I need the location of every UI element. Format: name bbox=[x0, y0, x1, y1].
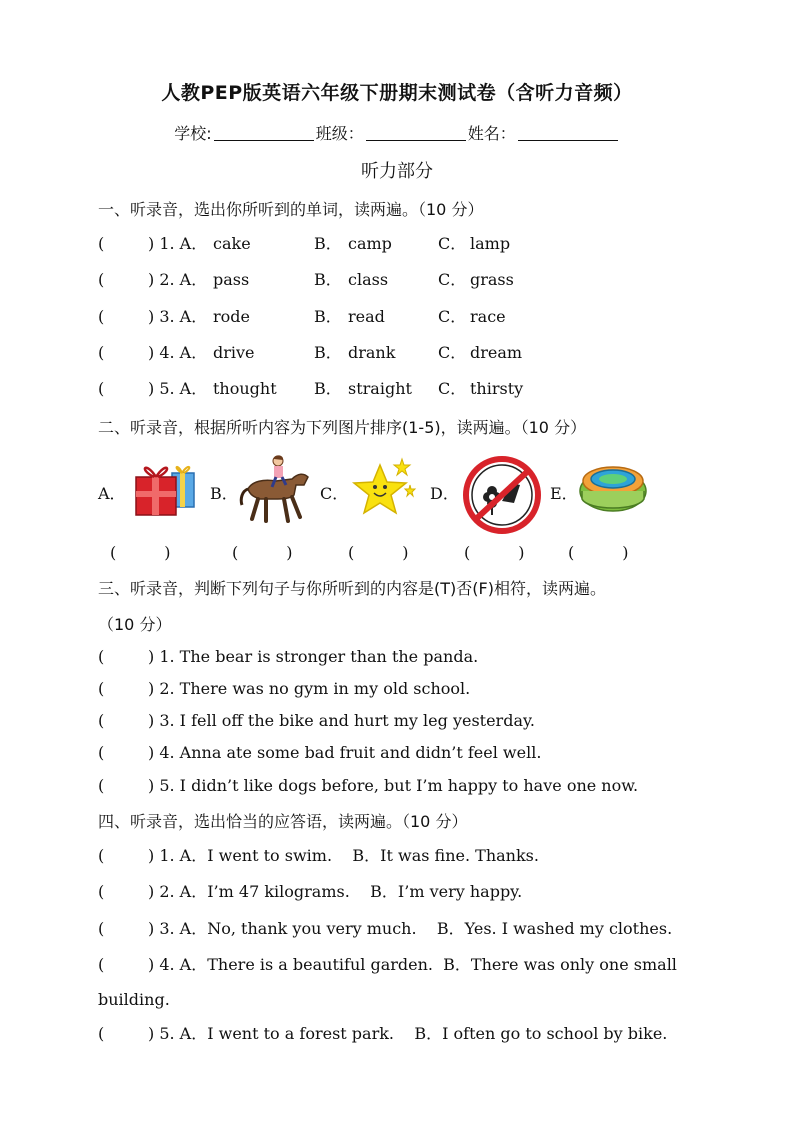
answer-paren[interactable]: ( bbox=[98, 343, 105, 362]
response-options: ) 5. A．I went to a forest park. B．I often go to school by bike. bbox=[148, 1024, 668, 1043]
smiling-star-icon bbox=[350, 455, 420, 525]
option-c: grass bbox=[470, 270, 514, 289]
option-b-label: B． bbox=[314, 234, 342, 253]
name-blank[interactable] bbox=[518, 126, 618, 141]
section3-heading-cont: （10 分） bbox=[98, 615, 172, 634]
option-a: cake bbox=[213, 234, 251, 253]
answer-paren[interactable]: ( bbox=[98, 307, 105, 326]
option-c: thirsty bbox=[470, 379, 524, 398]
option-a: pass bbox=[213, 270, 250, 289]
response-options: ) 1. A．I went to swim. B．It was fine. Thanks. bbox=[148, 846, 539, 865]
name-label: 姓名： bbox=[467, 124, 516, 143]
horse-rider-icon bbox=[238, 455, 312, 527]
question-number: ) 2. A． bbox=[148, 270, 208, 289]
answer-paren[interactable]: ( bbox=[98, 919, 105, 938]
option-b: read bbox=[348, 307, 385, 326]
option-b-label: B． bbox=[314, 379, 342, 398]
answer-paren[interactable]: ( bbox=[98, 647, 105, 666]
option-c-label: C． bbox=[438, 234, 467, 253]
answer-paren[interactable]: ( bbox=[98, 743, 105, 762]
option-c: race bbox=[470, 307, 506, 326]
picture-row bbox=[98, 455, 698, 535]
option-a: rode bbox=[213, 307, 250, 326]
option-b: camp bbox=[348, 234, 392, 253]
answer-paren-e[interactable]: ( ) bbox=[568, 543, 629, 562]
answer-paren-a[interactable]: ( ) bbox=[110, 543, 171, 562]
option-c: lamp bbox=[470, 234, 511, 253]
answer-paren[interactable]: ( bbox=[98, 776, 105, 795]
section-subtitle: 听力部分 bbox=[361, 161, 433, 182]
option-c-label: C． bbox=[438, 379, 467, 398]
picture-answer-row bbox=[98, 543, 698, 567]
option-b: class bbox=[348, 270, 389, 289]
answer-paren[interactable]: ( bbox=[98, 846, 105, 865]
option-c-label: C． bbox=[438, 307, 467, 326]
school-label: 学校: bbox=[174, 124, 212, 143]
student-info-line bbox=[0, 121, 794, 144]
answer-paren[interactable]: ( bbox=[98, 711, 105, 730]
answer-paren[interactable]: ( bbox=[98, 679, 105, 698]
response-options: ) 2. A．I’m 47 kilograms. B．I’m very happy. bbox=[148, 882, 523, 901]
gift-boxes-icon bbox=[132, 455, 198, 525]
section2-heading: 二、听录音，根据所听内容为下列图片排序(1-5)，读两遍。（10 分） bbox=[98, 418, 587, 437]
stadium-icon bbox=[578, 455, 648, 521]
response-continuation: building. bbox=[98, 990, 170, 1009]
tf-sentence: ) 3. I fell off the bike and hurt my leg yesterday. bbox=[148, 711, 535, 730]
question-number: ) 4. A． bbox=[148, 343, 208, 362]
question-number: ) 1. A． bbox=[148, 234, 208, 253]
option-b-label: B． bbox=[314, 343, 342, 362]
answer-paren-c[interactable]: ( ) bbox=[348, 543, 409, 562]
tf-sentence: ) 1. The bear is stronger than the panda. bbox=[148, 647, 479, 666]
answer-paren[interactable]: ( bbox=[98, 882, 105, 901]
page-title: 人教PEP版英语六年级下册期末测试卷（含听力音频） bbox=[161, 82, 633, 104]
picture-label-e: E． bbox=[550, 484, 578, 503]
section4-heading: 四、听录音，选出恰当的应答语，读两遍。（10 分） bbox=[98, 812, 468, 831]
answer-paren[interactable]: ( bbox=[98, 270, 105, 289]
option-b: straight bbox=[348, 379, 412, 398]
tf-sentence: ) 4. Anna ate some bad fruit and didn’t feel well. bbox=[148, 743, 542, 762]
option-c-label: C． bbox=[438, 270, 467, 289]
answer-paren[interactable]: ( bbox=[98, 234, 105, 253]
option-b-label: B． bbox=[314, 270, 342, 289]
option-c: dream bbox=[470, 343, 523, 362]
picture-label-a: A． bbox=[98, 484, 126, 503]
question-number: ) 5. A． bbox=[148, 379, 208, 398]
no-flower-picking-sign-icon bbox=[462, 455, 542, 535]
picture-label-d: D． bbox=[430, 484, 459, 503]
option-a: thought bbox=[213, 379, 277, 398]
response-options: ) 4. A．There is a beautiful garden. B．There was only one small bbox=[148, 955, 677, 974]
answer-paren-d[interactable]: ( ) bbox=[464, 543, 525, 562]
option-a: drive bbox=[213, 343, 255, 362]
response-options: ) 3. A．No, thank you very much. B．Yes. I washed my clothes. bbox=[148, 919, 673, 938]
class-label: 班级： bbox=[315, 124, 364, 143]
answer-paren[interactable]: ( bbox=[98, 1024, 105, 1043]
school-blank[interactable] bbox=[214, 126, 314, 141]
answer-paren-b[interactable]: ( ) bbox=[232, 543, 293, 562]
section3-heading: 三、听录音，判断下列句子与你所听到的内容是(T)否(F)相符，读两遍。 bbox=[98, 579, 606, 598]
question-number: ) 3. A． bbox=[148, 307, 208, 326]
option-c-label: C． bbox=[438, 343, 467, 362]
picture-label-c: C． bbox=[320, 484, 349, 503]
option-b-label: B． bbox=[314, 307, 342, 326]
tf-sentence: ) 2. There was no gym in my old school. bbox=[148, 679, 471, 698]
class-blank[interactable] bbox=[366, 126, 466, 141]
section1-heading: 一、听录音，选出你所听到的单词，读两遍。（10 分） bbox=[98, 200, 484, 219]
option-b: drank bbox=[348, 343, 396, 362]
tf-sentence: ) 5. I didn’t like dogs before, but I’m happy to have one now. bbox=[148, 776, 639, 795]
answer-paren[interactable]: ( bbox=[98, 379, 105, 398]
answer-paren[interactable]: ( bbox=[98, 955, 105, 974]
picture-label-b: B． bbox=[210, 484, 238, 503]
